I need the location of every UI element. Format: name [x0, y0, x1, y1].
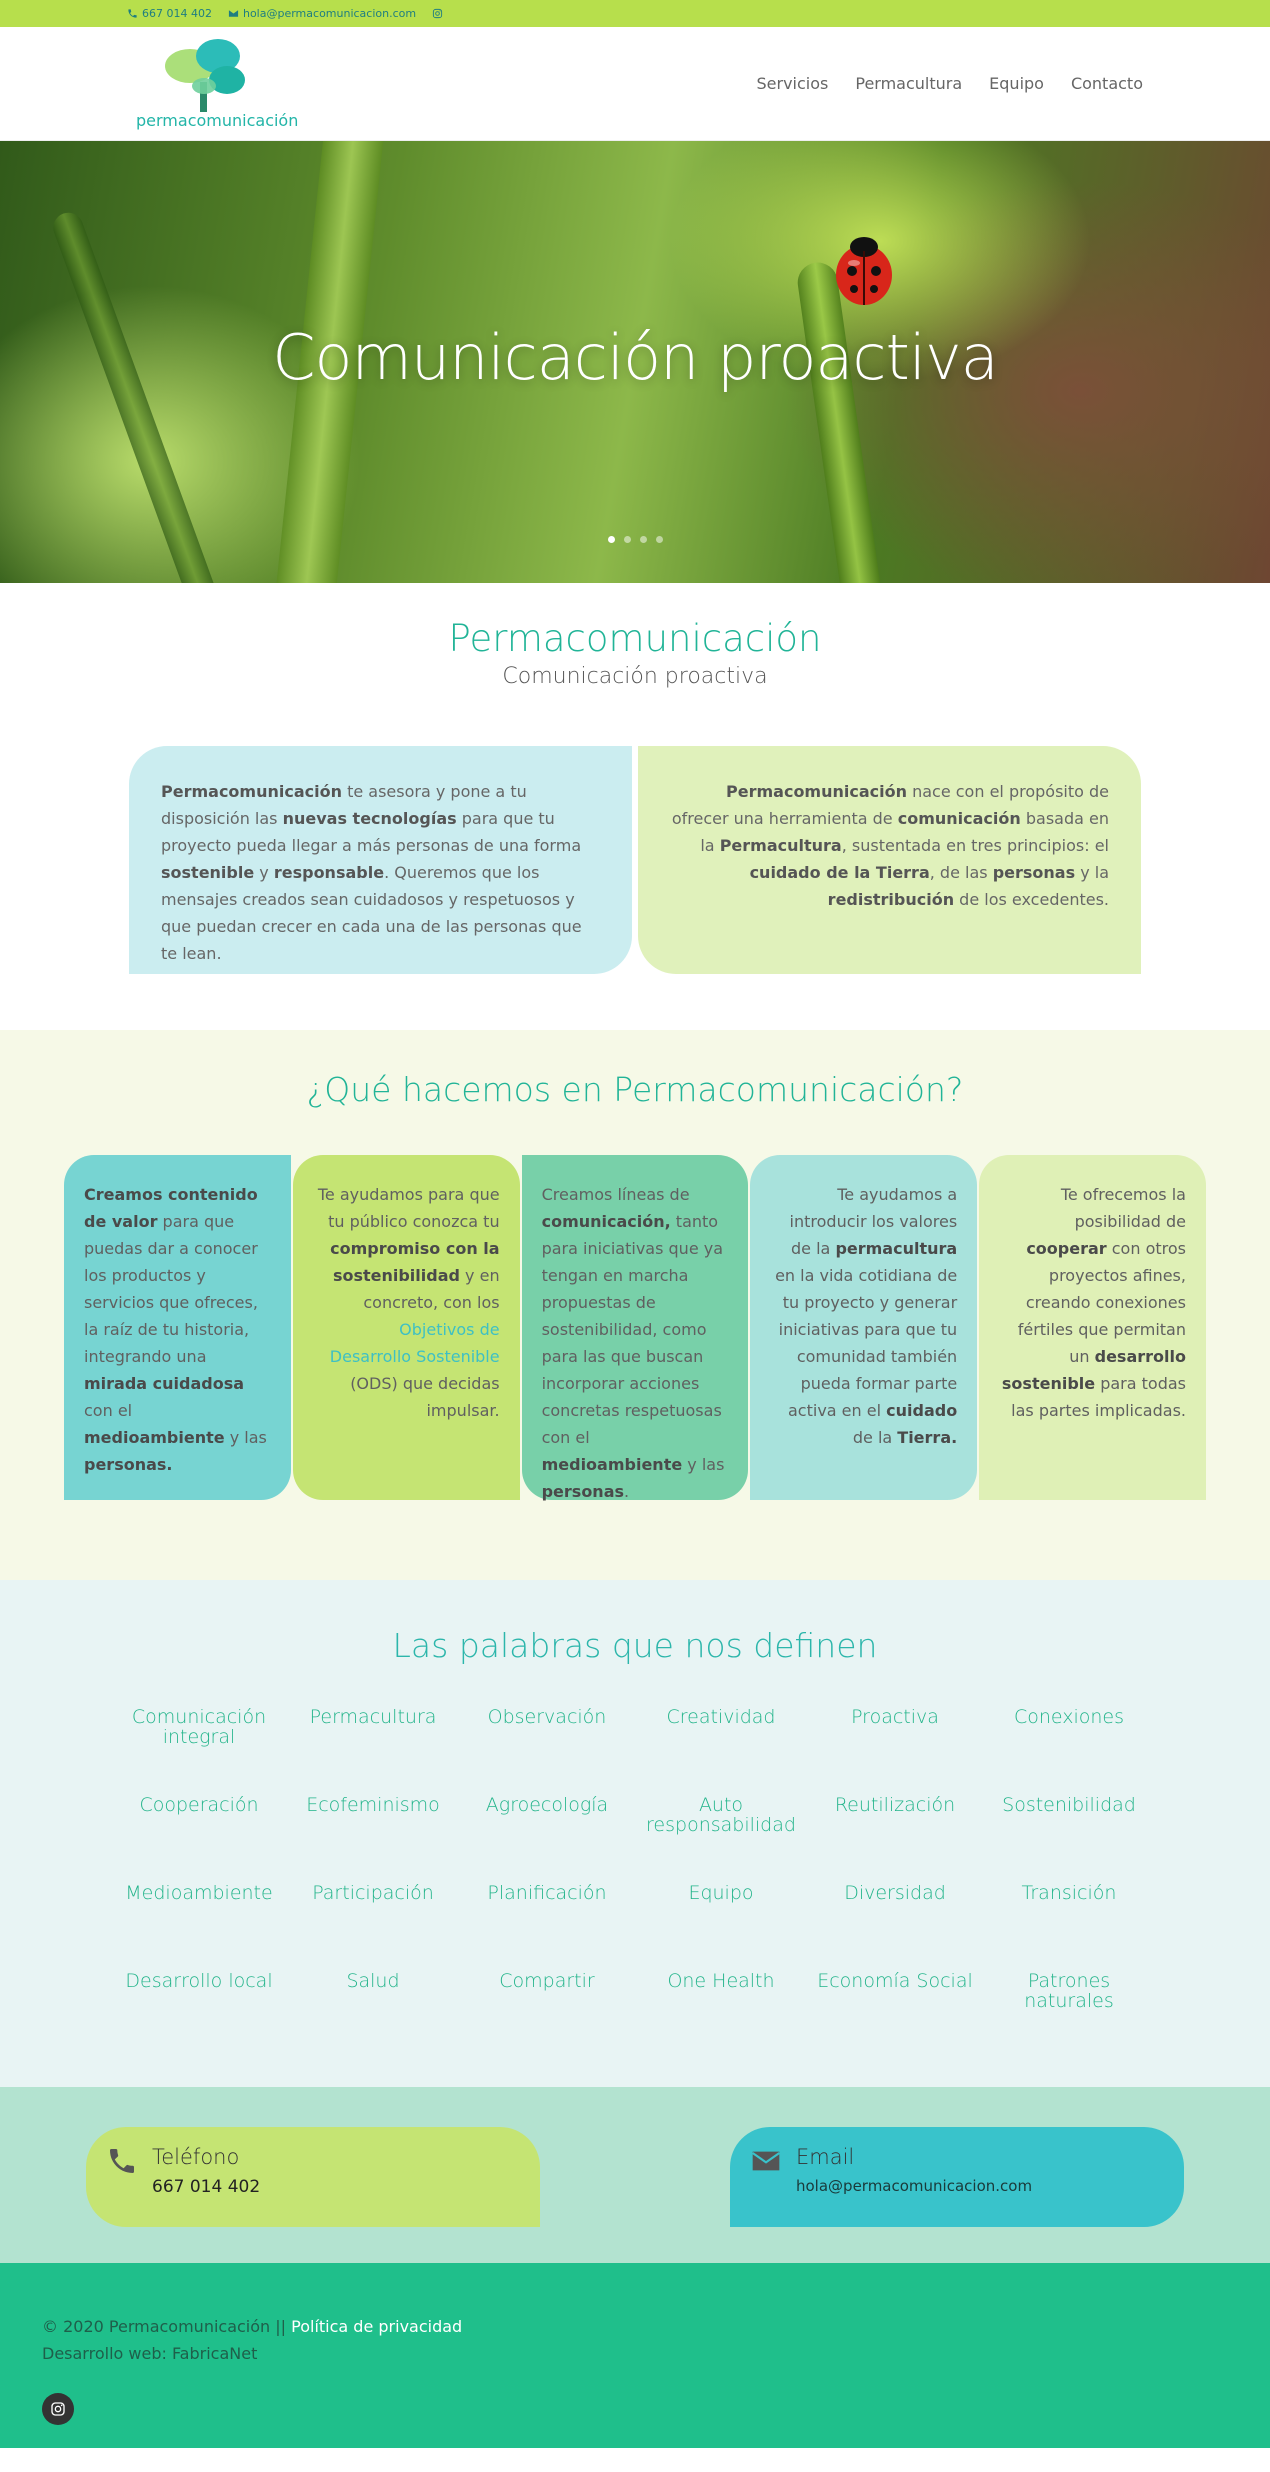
- keyword-item: Auto responsabilidad: [646, 1794, 796, 1836]
- email-label: Email: [796, 2145, 855, 2169]
- topbar-email[interactable]: [228, 7, 416, 20]
- keyword-item: Planificación: [487, 1882, 607, 1904]
- keyword-item: Compartir: [499, 1970, 595, 1992]
- keyword-item: Salud: [346, 1970, 400, 1992]
- phone-icon: [127, 8, 138, 19]
- keyword-item: Comunicación integral: [131, 1706, 267, 1748]
- service-card: Te ayudamos para que tu público conozca tu compromiso con la sostenibilidad y en concreto, con los Objetivos de Desarrollo Sostenible (ODS) que decidas impulsar.: [293, 1155, 520, 1500]
- service-card: Creamos líneas de comunicación, tanto para iniciativas que ya tengan en marcha propuestas de sostenibilidad, como para las que buscan incorporar acciones concretas respetuosas con el medioambiente y las personas.: [522, 1155, 749, 1500]
- intro-title: Permacomunicación: [448, 617, 822, 660]
- phone-icon: [106, 2145, 138, 2177]
- hero-title: Comunicación proactiva: [272, 321, 998, 394]
- intro-box-left: Permacomunicación te asesora y pone a tu disposición las nuevas tecnologías para que tu proyecto pueda llegar a más personas de una forma sostenible y responsable. Queremos que los mensajes creados sean cuidadosos y respetuosos y que puedan crecer en cada una de las personas que te lean.: [129, 746, 632, 974]
- slider-dots: [0, 536, 1270, 543]
- contact-section: [0, 2087, 1270, 2263]
- keyword-item: Proactiva: [851, 1706, 939, 1728]
- slider-dot[interactable]: [608, 536, 615, 543]
- site-footer: [0, 2263, 1270, 2448]
- instagram-icon: [50, 2401, 66, 2417]
- main-nav: [757, 74, 1144, 93]
- keyword-item: Observación: [487, 1706, 607, 1728]
- keyword-item: Ecofeminismo: [306, 1794, 440, 1816]
- keyword-item: Transición: [1021, 1882, 1117, 1904]
- keyword-item: Patrones naturales: [1024, 1970, 1114, 2012]
- phone-value[interactable]: 667 014 402: [152, 2177, 261, 2197]
- words-section: [0, 1580, 1270, 2087]
- topbar-phone-text: 667 014 402: [142, 7, 212, 20]
- intro-box-right: Permacomunicación nace con el propósito de ofrecer una herramienta de comunicación basada en la Permacultura, sustentada en tres principios: el cuidado de la Tierra, de las personas y la redistribución de los excedentes.: [638, 746, 1141, 974]
- keyword-item: Creatividad: [666, 1706, 776, 1728]
- word-grid: [0, 1665, 1270, 2039]
- slider-dot[interactable]: [624, 536, 631, 543]
- intro-subtitle: Comunicación proactiva: [502, 664, 768, 689]
- keyword-item: Medioambiente: [125, 1882, 273, 1904]
- mail-icon: [228, 8, 239, 19]
- logo[interactable]: [132, 34, 299, 134]
- hero-plant-stem: [795, 260, 885, 583]
- service-card: Te ayudamos a introducir los valores de la permacultura en la vida cotidiana de tu proyecto y generar iniciativas para que tu comunidad también pueda formar parte activa en el cuidado de la Tierra.: [750, 1155, 977, 1500]
- keyword-item: Reutilización: [834, 1794, 956, 1816]
- ladybug-image: [832, 233, 896, 307]
- logo-text: permacomunicación: [136, 110, 299, 130]
- what-title: ¿Qué hacemos en Permacomunicación?: [306, 1070, 964, 1109]
- footer-dev-credit: Desarrollo web: FabricaNet: [42, 2344, 258, 2363]
- site-header: [0, 27, 1270, 141]
- slider-dot[interactable]: [640, 536, 647, 543]
- nav-equipo[interactable]: Equipo: [989, 74, 1044, 93]
- keyword-item: Economía Social: [817, 1970, 973, 1992]
- what-we-do-section: [0, 1030, 1270, 1580]
- keyword-item: Permacultura: [309, 1706, 437, 1728]
- topbar-email-text: hola@permacomunicacion.com: [242, 7, 417, 20]
- keyword-item: Desarrollo local: [125, 1970, 273, 1992]
- footer-copyright: © 2020 Permacomunicación ||: [42, 2317, 287, 2336]
- nav-contacto[interactable]: Contacto: [1070, 74, 1143, 93]
- keyword-item: One Health: [667, 1970, 775, 1992]
- keyword-item: Conexiones: [1013, 1706, 1125, 1728]
- phone-label: Teléfono: [152, 2145, 240, 2169]
- footer-instagram-button[interactable]: [42, 2393, 74, 2425]
- mail-icon: [750, 2145, 782, 2177]
- keyword-item: Equipo: [688, 1882, 754, 1904]
- service-card: Te ofrecemos la posibilidad de cooperar con otros proyectos afines, creando conexiones fértiles que permitan un desarrollo sostenible para todas las partes implicadas.: [979, 1155, 1206, 1500]
- topbar-phone[interactable]: [127, 7, 212, 20]
- hero-slider[interactable]: [0, 141, 1270, 583]
- keyword-item: Agroecología: [485, 1794, 609, 1816]
- keyword-item: Cooperación: [139, 1794, 259, 1816]
- hero-plant-stem: [49, 209, 221, 583]
- intro-section: [0, 583, 1270, 1030]
- email-box[interactable]: [730, 2127, 1184, 2227]
- email-value[interactable]: hola@permacomunicacion.com: [796, 2177, 1033, 2195]
- top-bar: [0, 0, 1270, 27]
- nav-permacultura[interactable]: Permacultura: [855, 74, 963, 93]
- instagram-icon: [432, 8, 443, 19]
- keyword-item: Participación: [312, 1882, 434, 1904]
- service-card: Creamos contenido de valor para que puedas dar a conocer los productos y servicios que ofreces, la raíz de tu historia, integrando una mirada cuidadosa con el medioambiente y las personas.: [64, 1155, 291, 1500]
- nav-servicios[interactable]: Servicios: [756, 74, 829, 93]
- privacy-link[interactable]: Política de privacidad: [291, 2317, 463, 2336]
- words-title: Las palabras que nos definen: [392, 1626, 878, 1665]
- slider-dot[interactable]: [656, 536, 663, 543]
- keyword-item: Sostenibilidad: [1002, 1794, 1136, 1816]
- keyword-item: Diversidad: [844, 1882, 946, 1904]
- phone-box[interactable]: [86, 2127, 540, 2227]
- topbar-instagram[interactable]: [432, 8, 443, 19]
